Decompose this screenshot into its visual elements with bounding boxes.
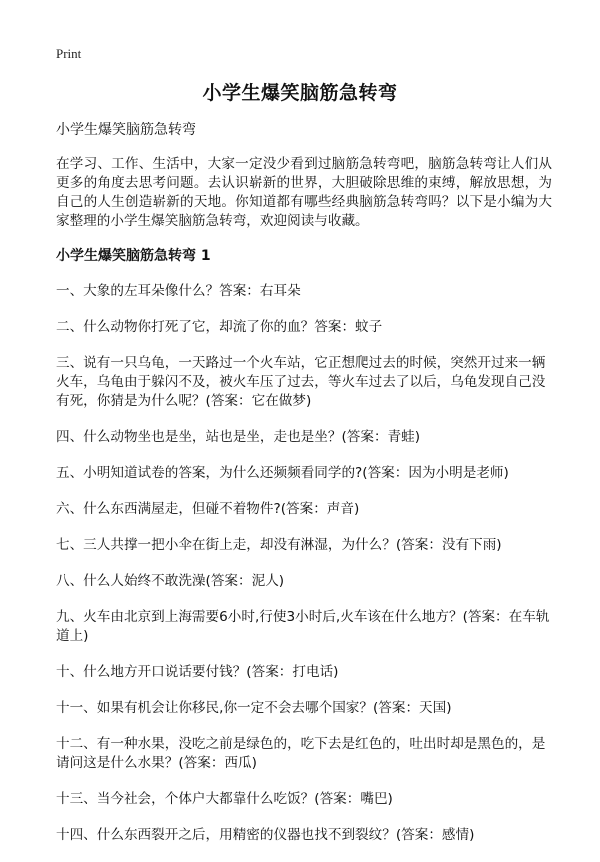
riddle-item: 四、什么动物坐也是坐，站也是坐，走也是坐？(答案：青蛙): [56, 429, 421, 445]
article-body: [56, 121, 552, 862]
riddle-item: 二、什么动物你打死了它，却流了你的血？答案：蚊子: [56, 319, 383, 335]
article-subtitle: 小学生爆笑脑筋急转弯: [56, 122, 196, 138]
print-link[interactable]: Print: [56, 46, 82, 61]
riddle-item: 八、什么人始终不敢洗澡(答案：泥人): [56, 573, 285, 589]
riddle-item: 七、三人共撑一把小伞在街上走，却没有淋湿，为什么？(答案：没有下雨): [56, 537, 502, 553]
intro-paragraph: 在学习、工作、生活中，大家一定没少看到过脑筋急转弯吧，脑筋急转弯让人们从更多的角度去思考问题。去认识崭新的世界，大胆破除思维的束缚，解放思想，为自己的人生创造崭新的天地。你知道都有哪些经典脑筋急转弯吗？以下是小编为大家整理的小学生爆笑脑筋急转弯，欢迎阅读与收藏。: [56, 156, 552, 229]
riddle-list: [56, 282, 552, 845]
riddle-item: 十三、当今社会，个体户大都靠什么吃饭？(答案：嘴巴): [56, 791, 393, 807]
riddle-item: 十、什么地方开口说话要付钱？(答案：打电话): [56, 664, 339, 680]
riddle-item: 九、火车由北京到上海需要6小时,行使3小时后,火车该在什么地方？(答案：在车轨道上): [56, 609, 550, 644]
riddle-item: 五、小明知道试卷的答案，为什么还频频看同学的?(答案：因为小明是老师): [56, 465, 509, 481]
riddle-item: 十一、如果有机会让你移民,你一定不会去哪个国家？(答案：天国): [56, 700, 452, 716]
riddle-item: 十四、什么东西裂开之后，用精密的仪器也找不到裂纹？(答案：感情): [56, 827, 475, 843]
riddle-item: 一、大象的左耳朵像什么？答案：右耳朵: [56, 283, 301, 299]
page-title: 小学生爆笑脑筋急转弯: [202, 82, 398, 104]
section-heading: 小学生爆笑脑筋急转弯 1: [56, 248, 211, 264]
riddle-item: 十二、有一种水果，没吃之前是绿色的，吃下去是红色的，吐出时却是黑色的，是请问这是什么水果？(答案：西瓜): [56, 736, 546, 771]
riddle-item: 三、说有一只乌龟，一天路过一个火车站，它正想爬过去的时候，突然开过来一辆火车，乌龟由于躲闪不及，被火车压了过去，等火车过去了以后，乌龟发现自己没有死，你猜是为什么呢？(答案：它在做梦): [56, 355, 546, 409]
riddle-item: 六、什么东西满屋走，但碰不着物件?(答案：声音): [56, 501, 360, 517]
